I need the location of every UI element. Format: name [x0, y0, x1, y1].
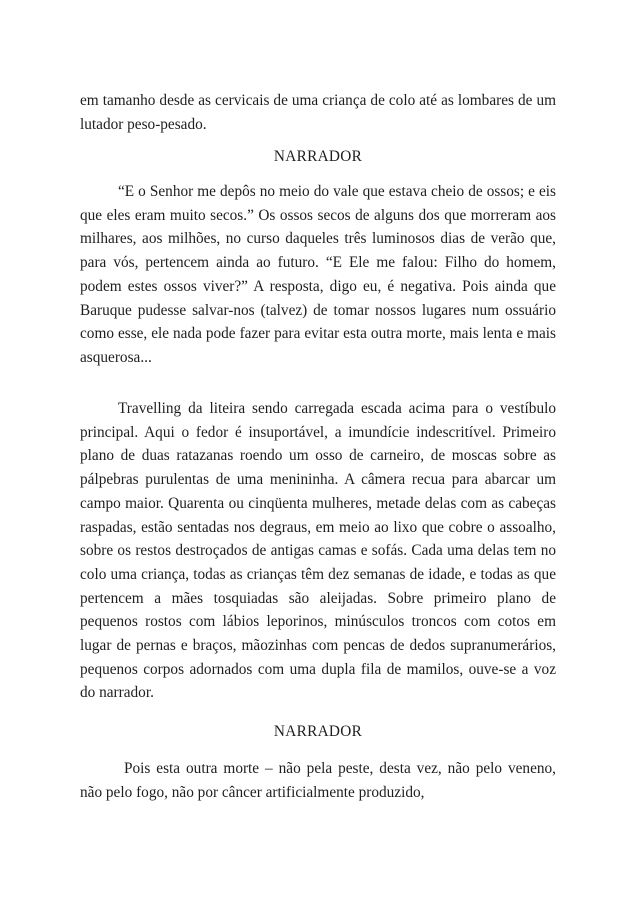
speaker-heading-narrador-2: NARRADOR	[273, 723, 363, 740]
opening-paragraph: em tamanho desde as cervicais de uma criança de colo até as lombares de um lutador peso-pesado.	[80, 92, 556, 133]
speaker-heading-narrador: NARRADOR	[273, 148, 363, 165]
closing-paragraph: Pois esta outra morte – não pela peste, desta vez, não pelo veneno, não pelo fogo, não por câncer artificialmente produzido,	[80, 760, 556, 801]
narrator-paragraph: “E o Senhor me depôs no meio do vale que estava cheio de ossos; e eis que eles eram muito secos.” Os ossos secos de alguns dos que morreram aos milhares, aos milhões, no curso daqueles três luminosos dias de verão que, para vós, pertencem ainda ao futuro. “E Ele me falou: Filho do homem, podem estes ossos viver?” A resposta, digo eu, é negativa. Pois ainda que Baruque pudesse salvar-nos (talvez) de tomar nossos lugares num ossuário como esse, ele nada pode fazer para evitar esta outra morte, mais lenta e mais asquerosa...	[80, 183, 556, 366]
scene-description-paragraph: Travelling da liteira sendo carregada escada acima para o vestíbulo principal. Aqui o fedor é insuportável, a imundície indescritível. Primeiro plano de duas ratazanas roendo um osso de carneiro, de moscas sobre as pálpebras purulentas de uma menininha. A câmera recua para abarcar um campo maior. Quarenta ou cinqüenta mulheres, metade delas com as cabeças raspadas, estão sentadas nos degraus, em meio ao lixo que cobre o assoalho, sobre os restos destroçados de antigas camas e sofás. Cada uma delas tem no colo uma criança, todas as crianças têm dez semanas de idade, e todas as que pertencem a mães tosquiadas são aleijadas. Sobre primeiro plano de pequenos rostos com lábios leporinos, minúsculos troncos com cotos em lugar de pernas e braços, mãozinhas com pencas de dedos supranumerários, pequenos corpos adornados com uma dupla fila de mamilos, ouve-se a voz do narrador.	[80, 400, 556, 702]
